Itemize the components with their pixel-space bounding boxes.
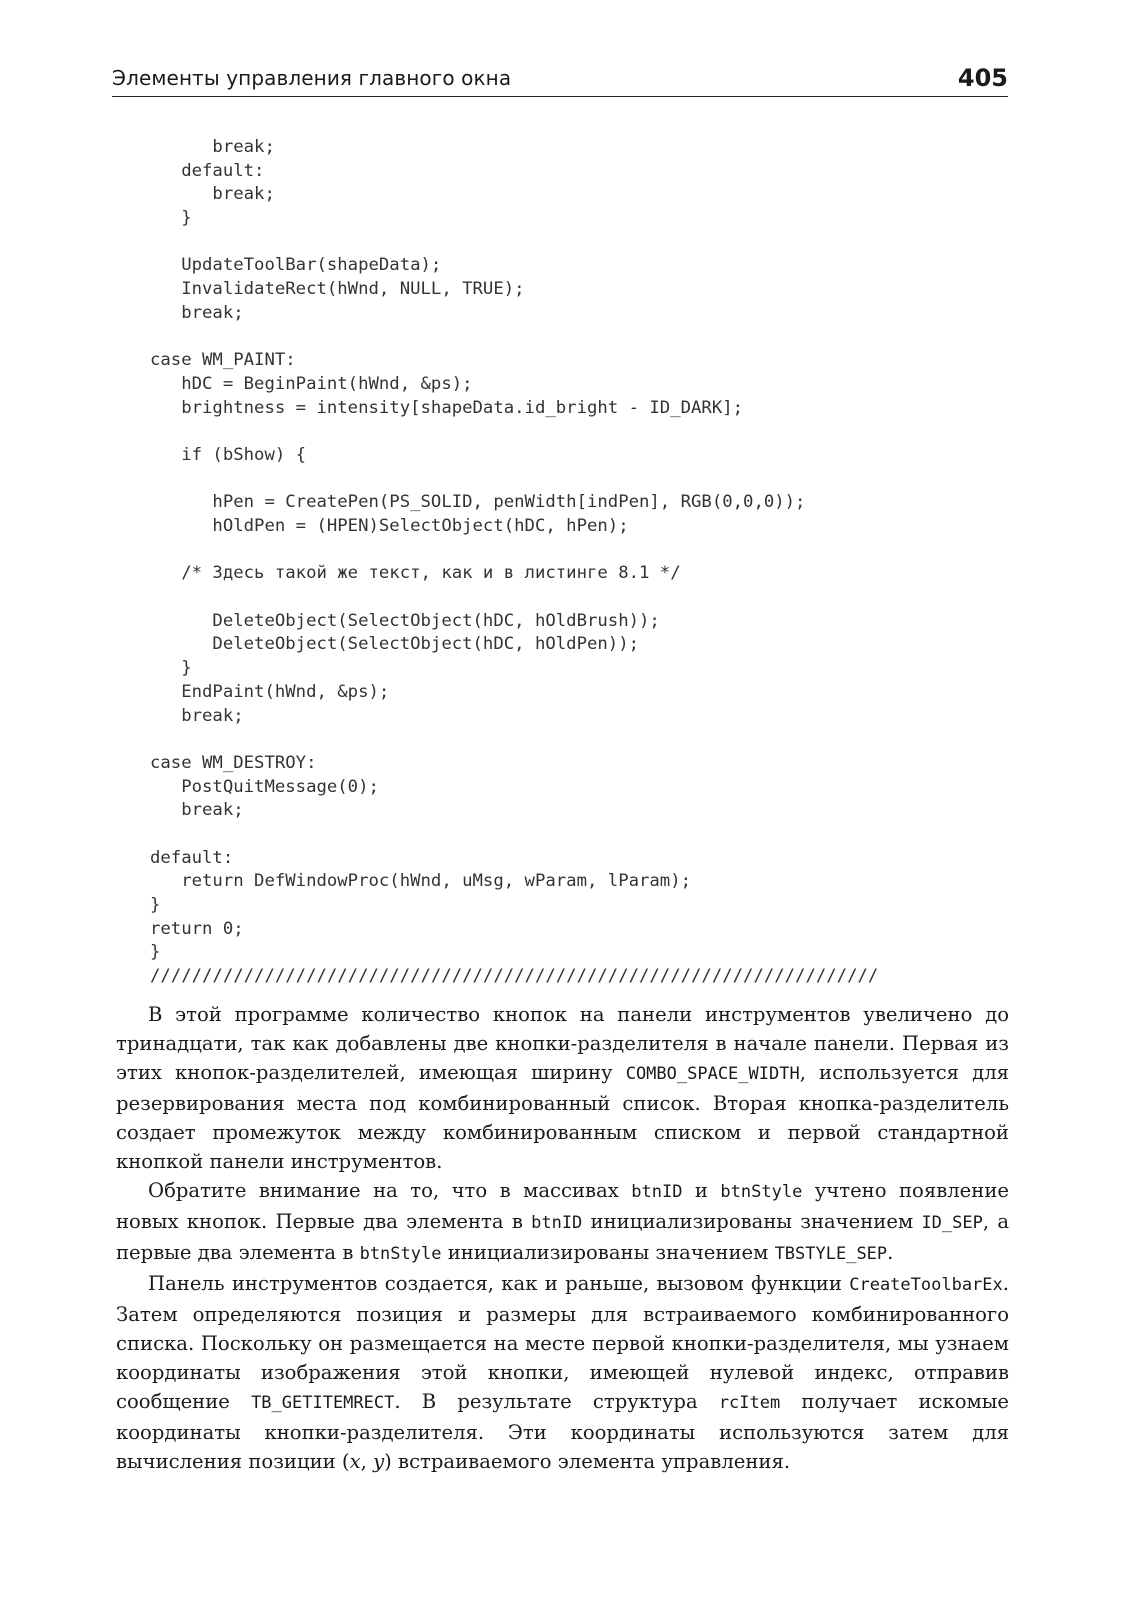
inline-code: CreateToolbarEx [849,1275,1003,1295]
code-line: UpdateToolBar(shapeData); [150,255,442,276]
code-line [150,728,878,752]
text-run: учтено появление новых кнопок. Первые два элемента в [116,1179,1009,1233]
code-line: PostQuitMessage(0); [150,776,379,797]
code-line [150,420,878,444]
code-line: case WM_PAINT: [150,350,296,371]
inline-code: rcItem [718,1393,781,1413]
code-line: return 0; [150,918,244,939]
inline-code: TBSTYLE_SEP [774,1244,888,1264]
code-listing [150,136,878,989]
code-line [150,231,878,255]
math-variable: y [373,1450,385,1473]
code-line: hOldPen = (HPEN)SelectObject(hDC, hPen); [150,516,629,536]
text-run: Обратите внимание на то, что в массивах [148,1179,632,1202]
code-line: ////////////////////////////////////////////////////////////////////// [150,966,879,987]
code-line [150,539,878,563]
paragraph [116,1269,1009,1476]
inline-code: TB_GETITEMRECT [251,1393,395,1413]
code-line: hDC = BeginPaint(hWnd, &ps); [150,373,473,394]
code-line [150,468,878,492]
text-run: Панель инструментов создается, как и раньше, вызовом функции [148,1272,850,1295]
code-line: if (bShow) { [150,444,307,465]
code-line: break; [150,184,275,205]
code-line: EndPaint(hWnd, &ps); [150,681,390,702]
text-run: ) встраиваемого элемента управления. [384,1450,791,1473]
text-run: получает искомые координаты кнопки-разделителя. Эти координаты используются затем для вычисления позиции ( [116,1390,1009,1473]
page-number: 405 [957,64,1008,92]
code-line [150,586,878,610]
code-line: break; [150,800,244,821]
code-line: return DefWindowProc(hWnd, uMsg, wParam, lParam); [150,871,692,892]
code-line: default: [150,847,234,868]
code-line: } [150,208,192,229]
code-line: default: [150,160,265,181]
text-run: и [682,1179,721,1202]
code-line: case WM_DESTROY: [150,752,317,773]
code-line: DeleteObject(SelectObject(hDC, hOldBrush)); [150,610,660,631]
code-line: brightness = intensity[shapeData.id_bright - ID_DARK]; [150,397,744,418]
code-line: InvalidateRect(hWnd, NULL, TRUE); [150,279,525,300]
text-run: инициализированы значением [582,1210,922,1233]
code-line [150,823,878,847]
text-run: , используется для резервирования места под комбинированный список. Вторая кнопка-разделитель создает промежуток между комбинированным списком и первой стандартной кнопкой панели инструментов. [116,1061,1010,1173]
text-run: . В результате структура [394,1390,719,1413]
code-line: /* Здесь такой же текст, как и в листинге 8.1 */ [150,563,681,584]
text-run: . [887,1241,894,1264]
page-header [112,58,1008,97]
paragraph [116,1176,1009,1269]
math-variable: x [349,1450,361,1473]
code-line: } [150,895,161,915]
text-run: . Затем определяются позиция и размеры для встраиваемого комбинированного списка. Поскольку он размещается на месте первой кнопки-разделителя, мы узнаем координаты изображения этой кнопки, имеющей нулевой индекс, отправив сообщение [116,1272,1009,1413]
inline-code: btnStyle [720,1182,803,1202]
code-line: } [150,658,192,679]
body-text [116,1000,1009,1476]
paragraph [116,1000,1009,1176]
inline-code: btnID [531,1213,583,1233]
code-line: break; [150,705,244,726]
inline-code: btnStyle [359,1244,442,1264]
text-run: , [360,1450,374,1473]
code-line: } [150,942,161,963]
text-run: , а первые два элемента в [116,1210,1010,1264]
code-line: hPen = CreatePen(PS_SOLID, penWidth[indPen], RGB(0,0,0)); [150,492,806,513]
code-line: DeleteObject(SelectObject(hDC, hOldPen)); [150,634,639,655]
text-run: инициализированы значением [441,1241,775,1264]
code-line [150,326,878,350]
inline-code: COMBO_SPACE_WIDTH [625,1064,800,1084]
inline-code: ID_SEP [921,1213,983,1233]
running-title: Элементы управления главного окна [112,66,512,90]
code-line: break; [150,137,275,157]
text-run: В этой программе количество кнопок на панели инструментов увеличено до тринадцати, так как добавлены две кнопки-разделителя в начале панели. Первая из этих кнопок-разделителей, имеющая ширину [116,1003,1009,1084]
inline-code: btnID [631,1182,683,1202]
code-line: break; [150,302,244,323]
